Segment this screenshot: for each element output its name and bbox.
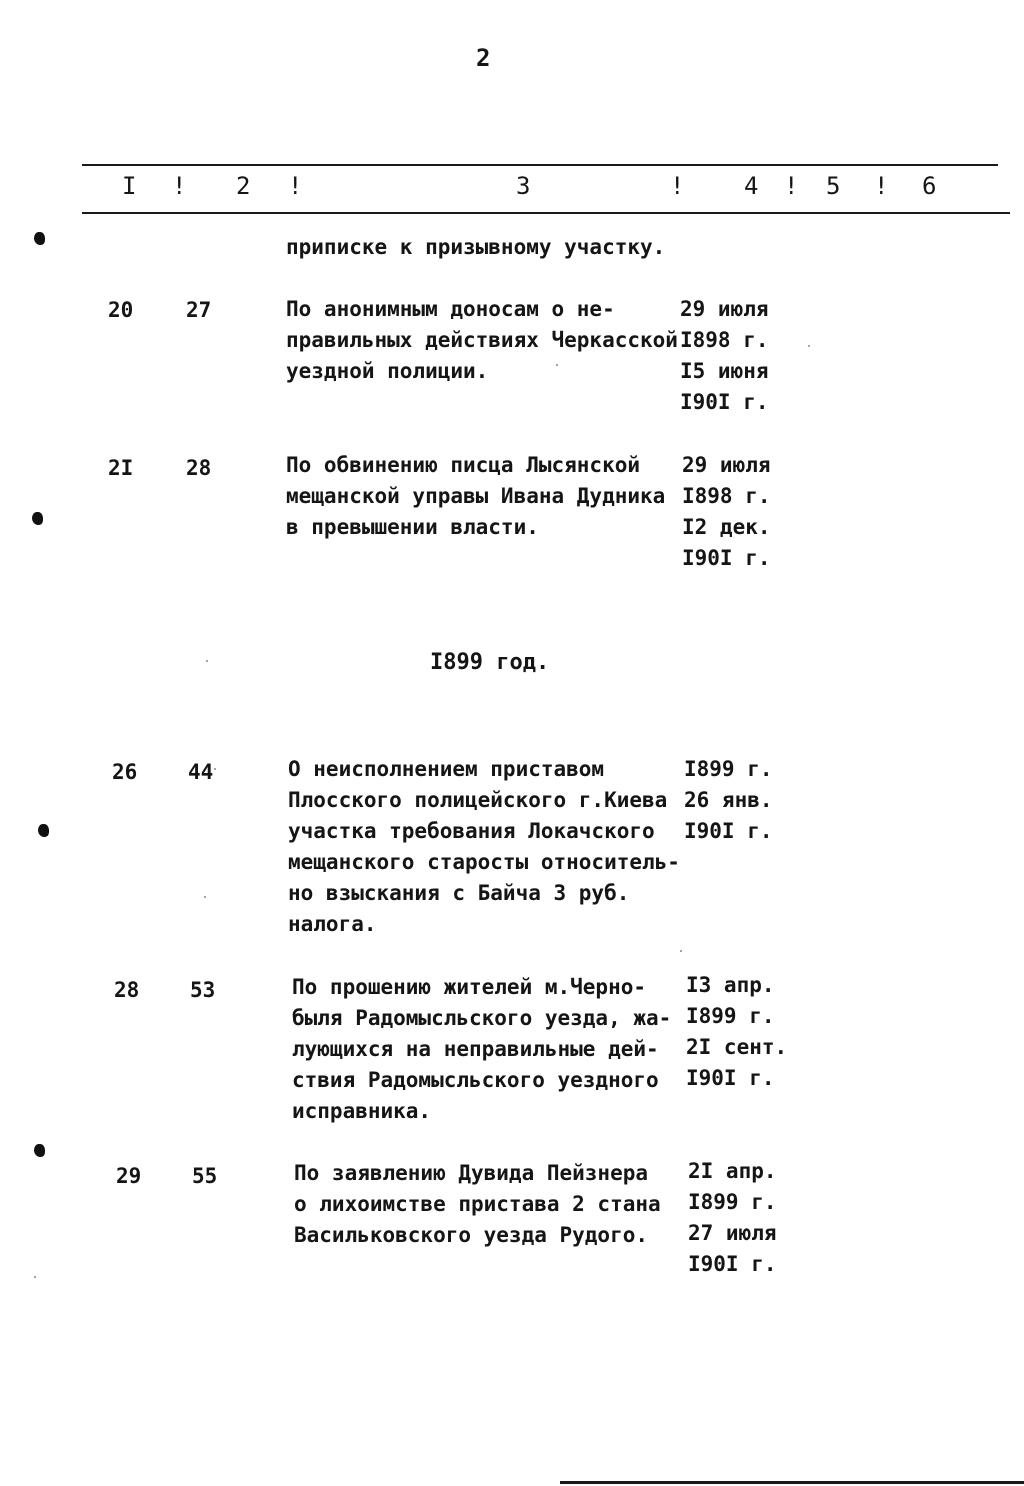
file-number: 27 <box>186 298 212 322</box>
description-line: в превышении власти. <box>286 515 539 539</box>
description-line: но взыскания с Байча 3 руб. <box>288 881 630 905</box>
scan-speck <box>680 950 682 952</box>
header-top-rule <box>82 164 998 166</box>
entry-dates <box>686 970 787 1094</box>
date-line: I2 дек. <box>682 515 771 539</box>
scan-speck <box>204 896 206 898</box>
column-header-1: I <box>122 172 137 200</box>
date-line: 2I апр. <box>688 1159 777 1183</box>
description-line: участка требования Локачского <box>288 819 655 843</box>
entry-number: 28 <box>114 978 140 1002</box>
entry-number: 26 <box>112 760 138 784</box>
date-line: 29 июля <box>680 297 769 321</box>
column-separator: ! <box>670 172 685 200</box>
description-line: О неисполнением приставом <box>288 757 605 781</box>
date-line: I5 июня <box>680 359 769 383</box>
binding-hole-mark <box>34 232 45 245</box>
column-separator: ! <box>784 172 799 200</box>
date-line: I899 г. <box>684 757 773 781</box>
description-line: правильных действиях Черкасской <box>286 328 678 352</box>
description-line: По прошению жителей м.Черно- <box>292 975 647 999</box>
entry-description <box>286 294 678 387</box>
entry-number: 20 <box>108 298 134 322</box>
date-line: I898 г. <box>680 328 769 352</box>
description-line: Васильковского уезда Рудого. <box>294 1223 649 1247</box>
description-line: По обвинению писца Лысянской <box>286 453 641 477</box>
section-heading: I899 год. <box>430 650 550 675</box>
column-header-3: 3 <box>516 172 531 200</box>
continuation-line: приписке к призывному участку. <box>286 235 666 259</box>
description-line: быля Радомысльского уезда, жа- <box>292 1006 672 1030</box>
date-line: 29 июля <box>682 453 771 477</box>
file-number: 55 <box>192 1164 218 1188</box>
header-bottom-rule <box>82 212 1010 214</box>
date-line: I90I г. <box>686 1066 775 1090</box>
entry-dates <box>684 754 773 847</box>
date-line: I90I г. <box>684 819 773 843</box>
description-line: налога. <box>288 912 377 936</box>
page-number: 2 <box>476 44 491 72</box>
date-line: I90I г. <box>682 546 771 570</box>
entry-description <box>294 1158 661 1251</box>
description-line: уездной полиции. <box>286 359 489 383</box>
entry-dates <box>680 294 769 418</box>
description-line: лующихся на неправильные дей- <box>292 1037 659 1061</box>
binding-hole-mark <box>38 824 49 837</box>
date-line: 2I сент. <box>686 1035 788 1059</box>
description-line: мещанского старосты относитель- <box>288 850 680 874</box>
bottom-edge-rule <box>560 1481 1024 1484</box>
description-line: о лихоимстве пристава 2 стана <box>294 1192 661 1216</box>
entry-dates <box>682 450 771 574</box>
date-line: 27 июля <box>688 1221 777 1245</box>
entry-number: 29 <box>116 1164 142 1188</box>
column-header-6: 6 <box>922 172 937 200</box>
scan-speck <box>556 364 558 366</box>
binding-hole-mark <box>34 1144 45 1157</box>
column-separator: ! <box>874 172 889 200</box>
scan-speck <box>34 1276 36 1278</box>
column-header-5: 5 <box>826 172 841 200</box>
binding-hole-mark <box>32 512 43 525</box>
entry-dates <box>688 1156 777 1280</box>
entry-description <box>288 754 680 940</box>
entry-description <box>292 972 671 1127</box>
column-separator: ! <box>288 172 303 200</box>
description-line: ствия Радомысльского уездного <box>292 1068 659 1092</box>
scan-speck <box>214 768 216 770</box>
file-number: 28 <box>186 456 212 480</box>
column-header-2: 2 <box>236 172 251 200</box>
entry-description <box>286 450 665 543</box>
date-line: I90I г. <box>680 390 769 414</box>
scan-speck <box>206 660 208 662</box>
date-line: I90I г. <box>688 1252 777 1276</box>
description-line: исправника. <box>292 1099 432 1123</box>
entry-number: 2I <box>108 456 134 480</box>
file-number: 53 <box>190 978 216 1002</box>
date-line: I3 апр. <box>686 973 775 997</box>
description-line: По анонимным доносам о не- <box>286 297 615 321</box>
date-line: I899 г. <box>686 1004 775 1028</box>
date-line: 26 янв. <box>684 788 773 812</box>
scan-speck <box>808 345 810 347</box>
file-number: 44 <box>188 760 214 784</box>
column-header-4: 4 <box>744 172 759 200</box>
description-line: По заявлению Дувида Пейзнера <box>294 1161 649 1185</box>
description-line: мещанской управы Ивана Дудника <box>286 484 666 508</box>
description-line: Плосского полицейского г.Киева <box>288 788 668 812</box>
column-separator: ! <box>172 172 187 200</box>
date-line: I899 г. <box>688 1190 777 1214</box>
date-line: I898 г. <box>682 484 771 508</box>
